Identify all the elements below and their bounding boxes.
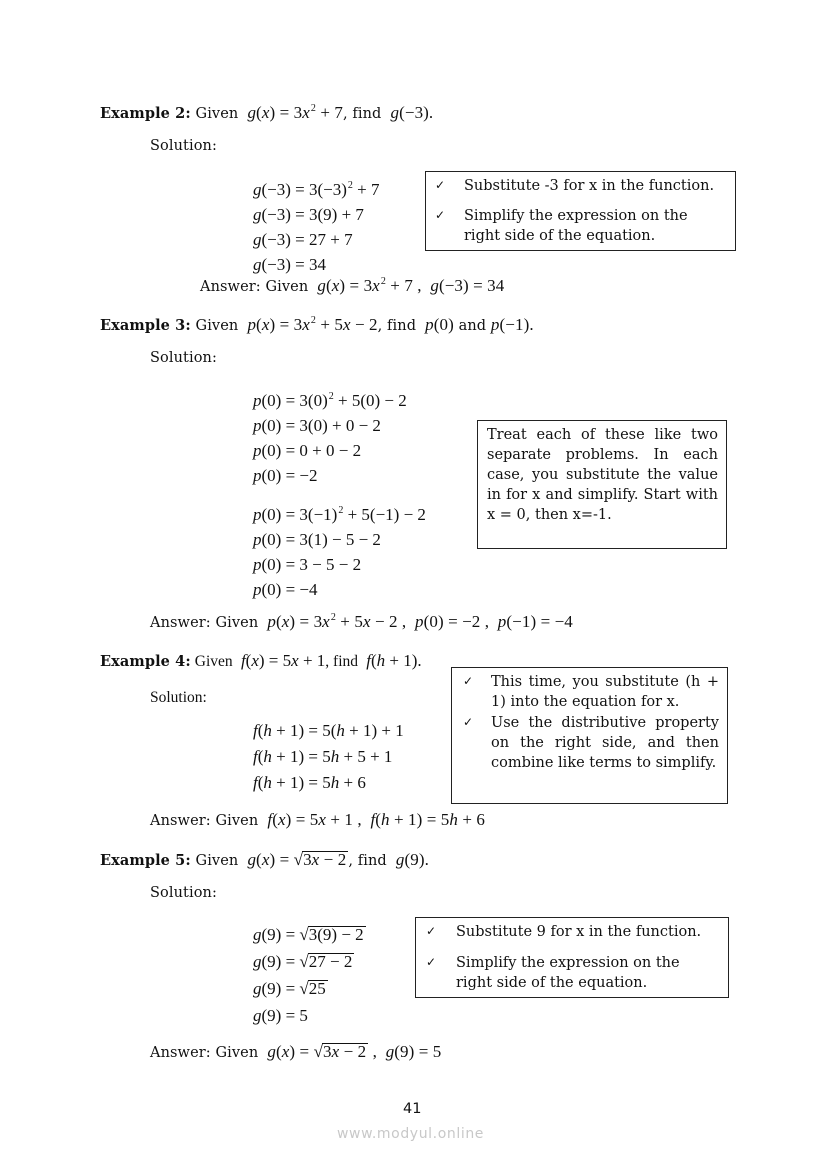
step: $g(-3) = 3(-3)^2 + 7$ — [253, 180, 380, 199]
hint-item: Simplify the expression on the right side of the equation. — [456, 955, 680, 991]
given-word: Given — [195, 106, 239, 122]
solution-label: Solution: — [150, 138, 217, 154]
solution-label: Solution: — [150, 885, 217, 901]
and-word: and — [458, 318, 487, 334]
page-number: 41 — [403, 1101, 422, 1117]
answer-math: f(x) = 5x + 1 , f(h + 1) = 5h + 6 — [267, 810, 485, 829]
find-target: f(h + 1). — [366, 651, 422, 670]
step: g(9) = √27 − 2 — [253, 952, 353, 971]
hint-paragraph: Treat each of these like two separate problems. In each case, you substitute the value in for x and simplify. Start with x = 0, then x=-1. — [487, 427, 718, 523]
answer-example-3 — [150, 612, 573, 632]
step: p(0) = 3 − 5 − 2 — [253, 555, 362, 574]
step: g(−3) = 3(9) + 7 — [253, 205, 364, 224]
answer-example-4 — [150, 810, 485, 830]
check-icon: ✓ — [463, 674, 474, 688]
example-label: Example 2: — [100, 105, 191, 122]
hint-box-example-3 — [477, 420, 727, 549]
answer-prefix: Answer: Given — [150, 615, 259, 631]
answer-example-2 — [200, 276, 504, 296]
hint-box-example-5 — [415, 917, 729, 998]
step: f(h + 1) = 5(h + 1) + 1 — [253, 721, 404, 740]
hint-item: Substitute -3 for x in the function. — [464, 178, 715, 194]
example-label: Example 3: — [100, 317, 191, 334]
check-icon: ✓ — [435, 208, 446, 222]
example-4-heading — [100, 651, 422, 672]
step: p(0) = 3(1) − 5 − 2 — [253, 530, 381, 549]
find-word: , find — [377, 318, 417, 334]
answer-prefix: Answer: Given — [150, 813, 259, 829]
step: f(h + 1) = 5h + 5 + 1 — [253, 747, 393, 766]
watermark: www.modyul.online — [337, 1126, 485, 1142]
find-word: , find — [348, 853, 387, 869]
step: g(9) = √3(9) − 2 — [253, 925, 364, 944]
function-definition: $p(x) = 3x^2 + 5x - 2$ — [247, 315, 378, 334]
example-2-steps — [253, 173, 380, 277]
hint-item: Simplify the expression on the right side of the equation. — [464, 208, 688, 244]
hint-item: Substitute 9 for x in the function. — [456, 924, 702, 940]
check-icon: ✓ — [426, 955, 437, 969]
example-2-heading — [100, 103, 433, 123]
given-word: Given — [195, 318, 239, 334]
solution-label: Solution: — [150, 689, 207, 706]
step: $p(0) = 3(-1)^2 + 5(-1) - 2$ — [253, 505, 426, 524]
solution-label: Solution: — [150, 350, 217, 366]
step: f(h + 1) = 5h + 6 — [253, 773, 366, 792]
example-3-steps-b — [253, 498, 426, 602]
hint-item: This time, you substitute (h + 1) into the equation for x. — [491, 674, 719, 710]
step: p(0) = −2 — [253, 466, 318, 485]
step: g(9) = 5 — [253, 1006, 308, 1025]
answer-prefix: Answer: Given — [200, 279, 309, 295]
answer-math: g(x) = √3x − 2 , g(9) = 5 — [267, 1042, 442, 1061]
step: g(9) = √25 — [253, 979, 326, 998]
step: p(0) = 0 + 0 − 2 — [253, 441, 362, 460]
find-word: , find — [342, 106, 382, 122]
step: $p(0) = 3(0)^2 + 5(0) - 2$ — [253, 391, 407, 410]
answer-math: $p(x) = 3x^2 + 5x - 2$ , p(0) = −2 , p(−1) = −4 — [267, 612, 573, 631]
step: g(−3) = 27 + 7 — [253, 230, 353, 249]
given-word: Given — [195, 853, 239, 869]
answer-math: $g(x) = 3x^2 + 7$ , g(−3) = 34 — [317, 276, 505, 295]
find-target-2: p(−1). — [490, 315, 534, 334]
example-5-steps — [253, 921, 366, 1029]
example-label: Example 5: — [100, 852, 191, 869]
find-target: g(9). — [395, 850, 429, 869]
function-definition: f(x) = 5x + 1 — [240, 651, 326, 670]
find-target: g(−3). — [390, 103, 434, 122]
step: p(0) = 3(0) + 0 − 2 — [253, 416, 381, 435]
step: g(−3) = 34 — [253, 255, 326, 274]
hint-box-example-2 — [425, 171, 736, 251]
example-label: Example 4: — [100, 653, 191, 670]
hint-box-example-4 — [451, 667, 728, 804]
check-icon: ✓ — [426, 924, 437, 938]
example-3-steps-a — [253, 384, 407, 488]
step: p(0) = −4 — [253, 580, 318, 599]
check-icon: ✓ — [463, 715, 474, 729]
answer-example-5 — [150, 1042, 441, 1062]
example-5-heading — [100, 850, 429, 870]
given-word: Given — [194, 653, 233, 670]
find-word: , find — [325, 653, 358, 670]
function-definition: $g(x) = 3x^2 + 7$ — [247, 103, 343, 122]
hint-item: Use the distributive property on the right side, and then combine like terms to simplify. — [491, 715, 719, 771]
example-4-steps — [253, 718, 404, 796]
answer-prefix: Answer: Given — [150, 1045, 259, 1061]
function-definition: g(x) = √3x − 2 — [247, 850, 347, 869]
check-icon: ✓ — [435, 178, 446, 192]
example-3-heading — [100, 315, 534, 335]
find-target-1: p(0) — [425, 315, 454, 334]
